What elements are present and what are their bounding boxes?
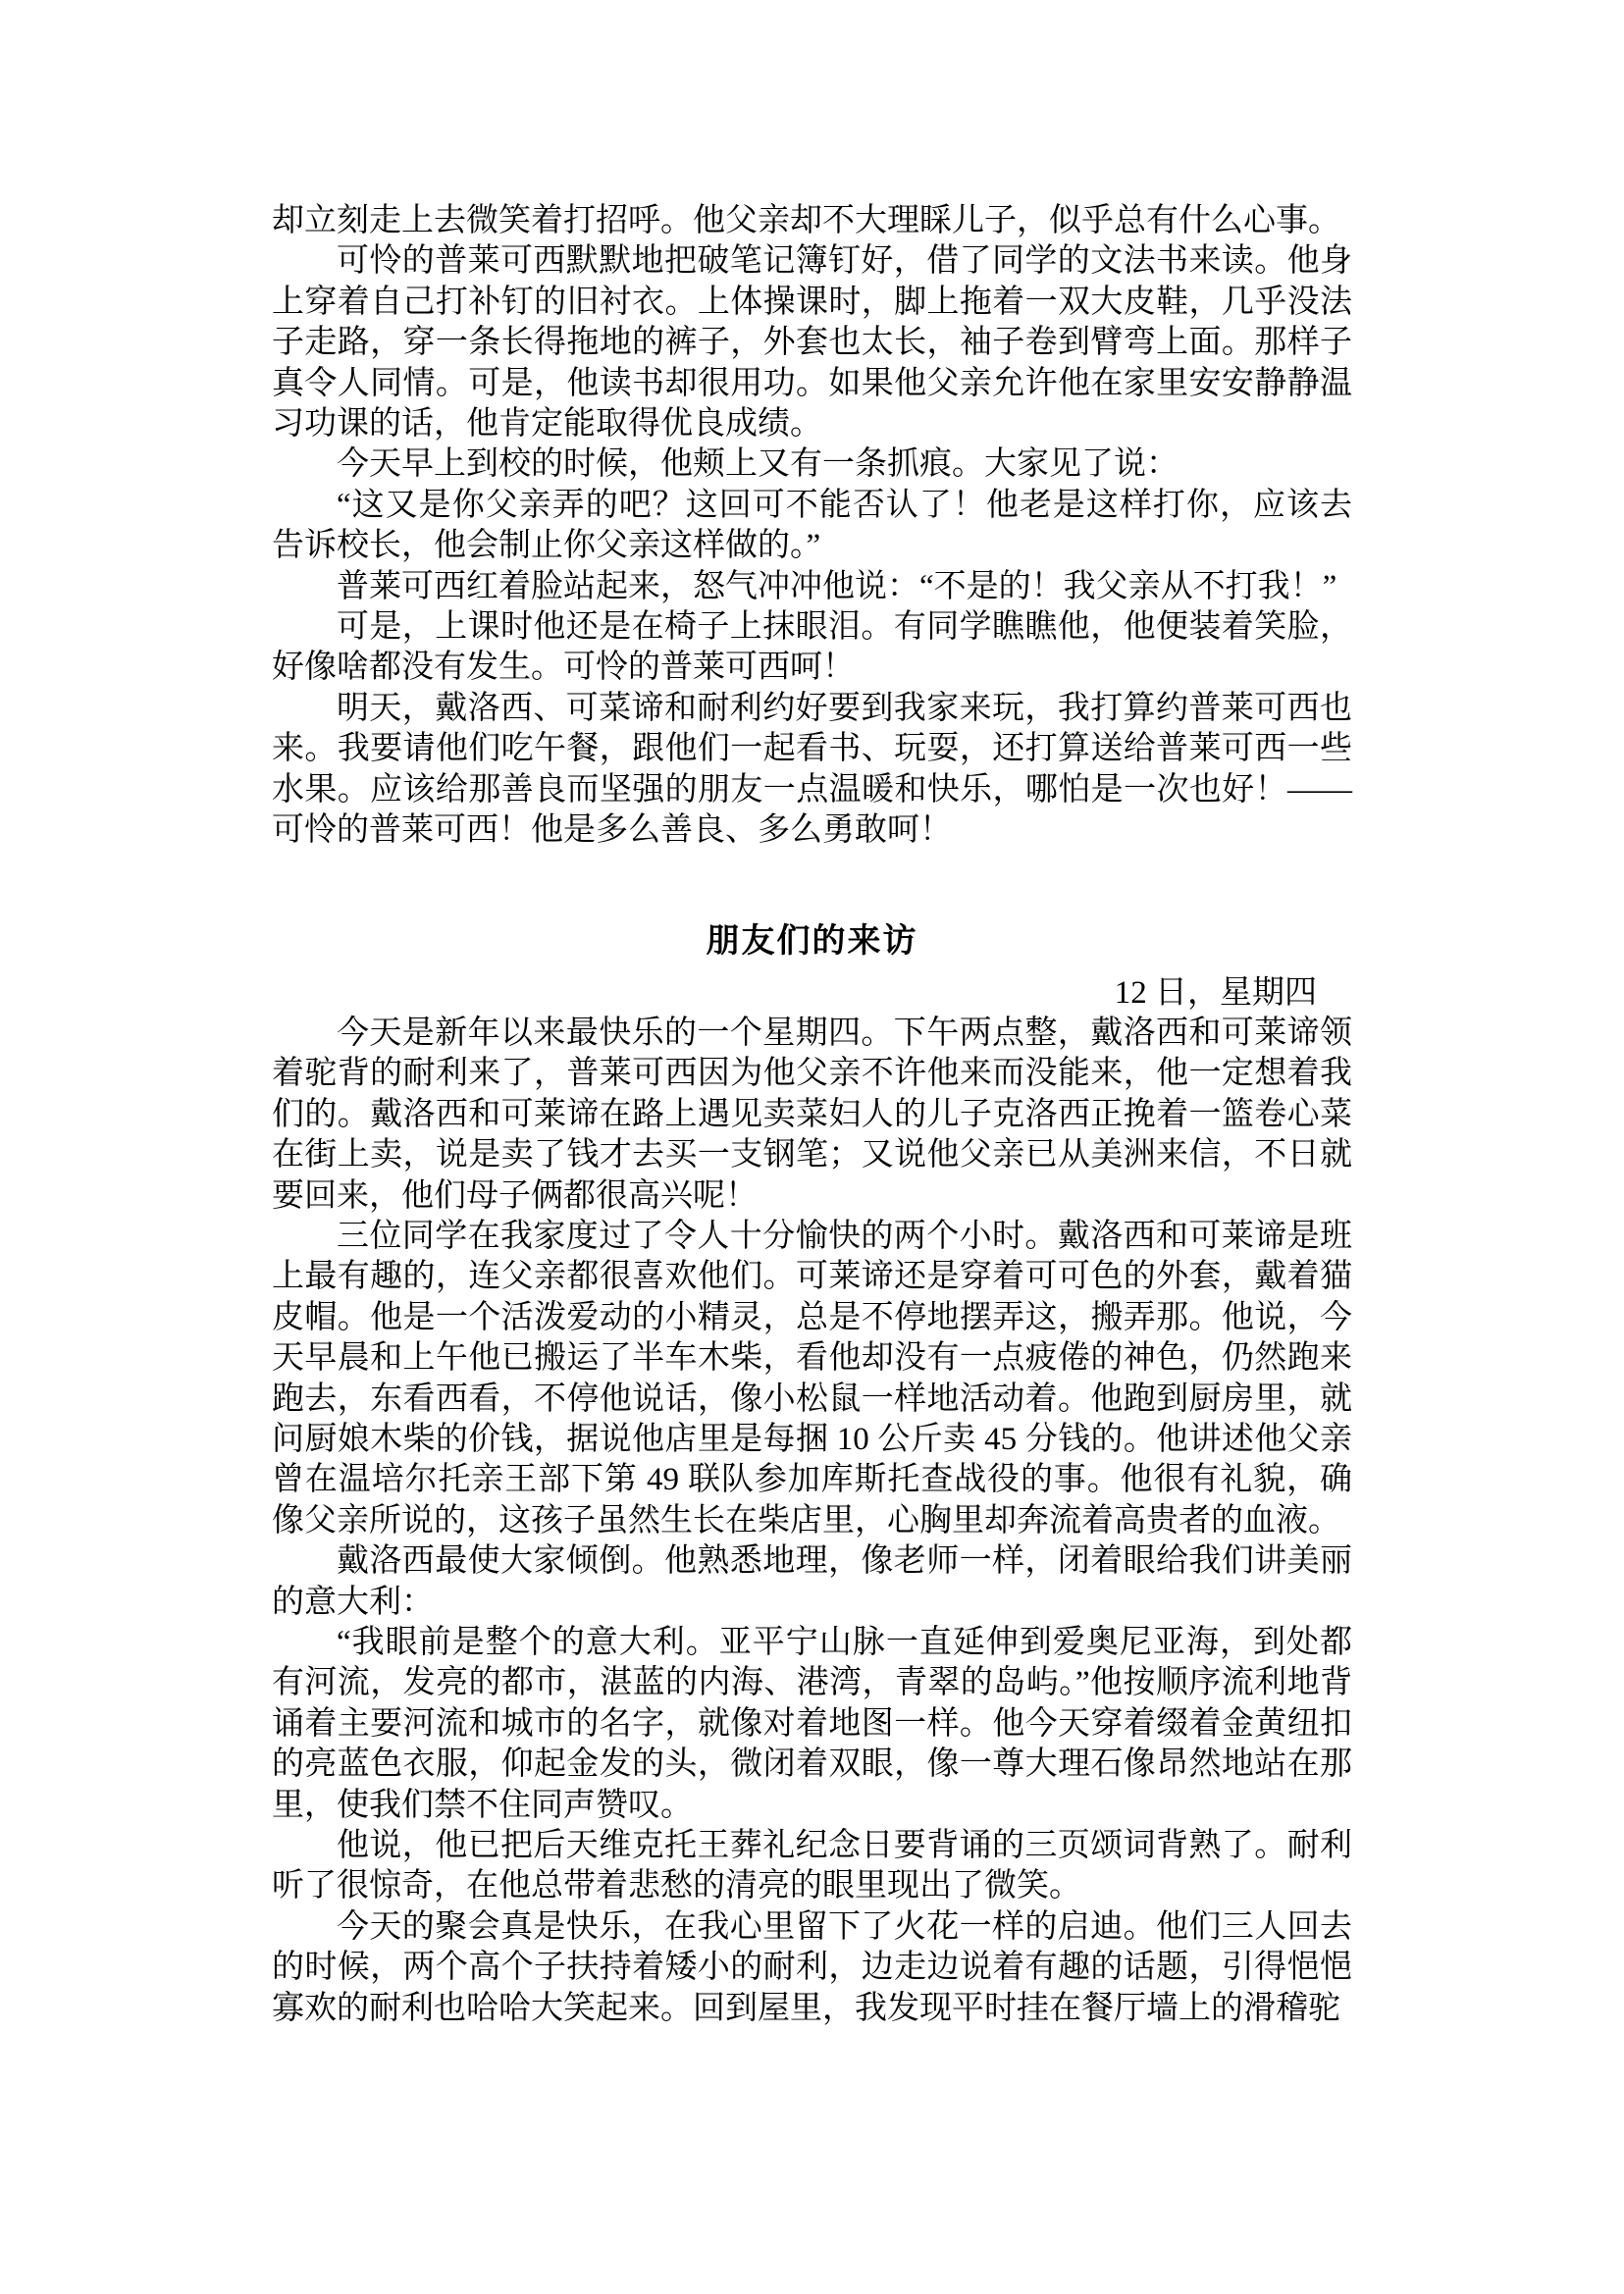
paragraph: 可是，上课时他还是在椅子上抹眼泪。有同学瞧瞧他，他便装着笑脸，好像啥都没有发生。可怜的普莱可西呵！ (272, 609, 1352, 686)
section-title: 朋友们的来访 (706, 921, 918, 960)
paragraph: 他说，他已把后天维克托王葬礼纪念日要背诵的三页颂词背熟了。耐利听了很惊奇，在他总带着悲愁的清亮的眼里现出了微笑。 (272, 1828, 1352, 1904)
paragraph-list-section2 (272, 1014, 1352, 2029)
section-friends-visit (272, 1014, 1352, 2029)
paragraph: 三位同学在我家度过了令人十分愉快的两个小时。戴洛西和可莱谛是班上最有趣的，连父亲都很喜欢他们。可莱谛还是穿着可可色的外套，戴着猫皮帽。他是一个活泼爱动的小精灵，总是不停地摆弄这，搬弄那。他说，今天早晨和上午他已搬运了半车木柴，看他却没有一点疲倦的神色，仍然跑来跑去，东看西看，不停他说话，像小松鼠一样地活动着。他跑到厨房里，就问厨娘木柴的价钱，据说他店里是每捆 10 公斤卖 45 分钱的。他讲述他父亲曾在温培尔托亲王部下第 49 联队参加库斯托查战役的事。他很有礼貌，确像父亲所说的，这孩子虽然生长在柴店里，心胸里却奔流着高贵者的血液。 (272, 1218, 1352, 1538)
paragraph: 戴洛西最使大家倾倒。他熟悉地理，像老师一样，闭着眼给我们讲美丽的意大利： (272, 1543, 1352, 1620)
text-column (272, 201, 1352, 2029)
paragraph: 今天的聚会真是快乐，在我心里留下了火花一样的启迪。他们三人回去的时候，两个高个子扶持着矮小的耐利，边走边说着有趣的话题，引得悒悒寡欢的耐利也哈哈大笑起来。回到屋里，我发现平时挂在餐厅墙上的滑稽驼 (272, 1908, 1352, 2026)
paragraph: 今天早上到校的时候，他颊上又有一条抓痕。大家见了说： (337, 446, 1179, 483)
date-line: 12 日，星期四 (1114, 974, 1317, 1011)
section-precossi-continuation (272, 201, 1352, 852)
paragraph: 明天，戴洛西、可菜谛和耐利约好要到我家来玩，我打算约普莱可西也来。我要请他们吃午餐，跟他们一起看书、玩耍，还打算送给普莱可西一些水果。应该给那善良而坚强的朋友一点温暖和快乐，哪怕是一次也好！——可怜的普莱可西！他是多么善良、多么勇敢呵！ (272, 690, 1352, 849)
paragraph: 今天是新年以来最快乐的一个星期四。下午两点整，戴洛西和可莱谛领着驼背的耐利来了，普莱可西因为他父亲不许他来而没能来，他一定想着我们的。戴洛西和可莱谛在路上遇见卖菜妇人的儿子克洛西正挽着一篮卷心菜在街上卖，说是卖了钱才去买一支钢笔；又说他父亲已从美洲来信，不日就要回来，他们母子俩都很高兴呢！ (272, 1015, 1352, 1214)
paragraph: 却立刻走上去微笑着打招呼。他父亲却不大理睬儿子，似乎总有什么心事。 (272, 203, 1340, 238)
paragraph: “这又是你父亲弄的吧？这回可不能否认了！他老是这样打你，应该去告诉校长，他会制止你父亲这样做的。” (272, 487, 1352, 564)
paragraph: 可怜的普莱可西默默地把破笔记簿钉好，借了同学的文法书来读。他身上穿着自己打补钉的旧衬衣。上体操课时，脚上拖着一双大皮鞋，几乎没法子走路，穿一条长得拖地的裤子，外套也太长，袖子卷到臂弯上面。那样子真令人同情。可是，他读书却很用功。如果他父亲允许他在家里安安静静温习功课的话，他肯定能取得优良成绩。 (272, 243, 1352, 443)
paragraph-list-section1 (272, 201, 1352, 852)
paragraph: 普莱可西红着脸站起来，怒气冲冲他说：“不是的！我父亲从不打我！” (337, 568, 1337, 604)
paragraph: “我眼前是整个的意大利。亚平宁山脉一直延伸到爱奥尼亚海，到处都有河流，发亮的都市，湛蓝的内海、港湾，青翠的岛屿。”他按顺序流利地背诵着主要河流和城市的名字，就像对着地图一样。他今天穿着缀着金黄纽扣的亮蓝色衣服，仰起金发的头，微闭着双眼，像一尊大理石像昂然地站在那里，使我们禁不住同声赞叹。 (272, 1625, 1352, 1823)
